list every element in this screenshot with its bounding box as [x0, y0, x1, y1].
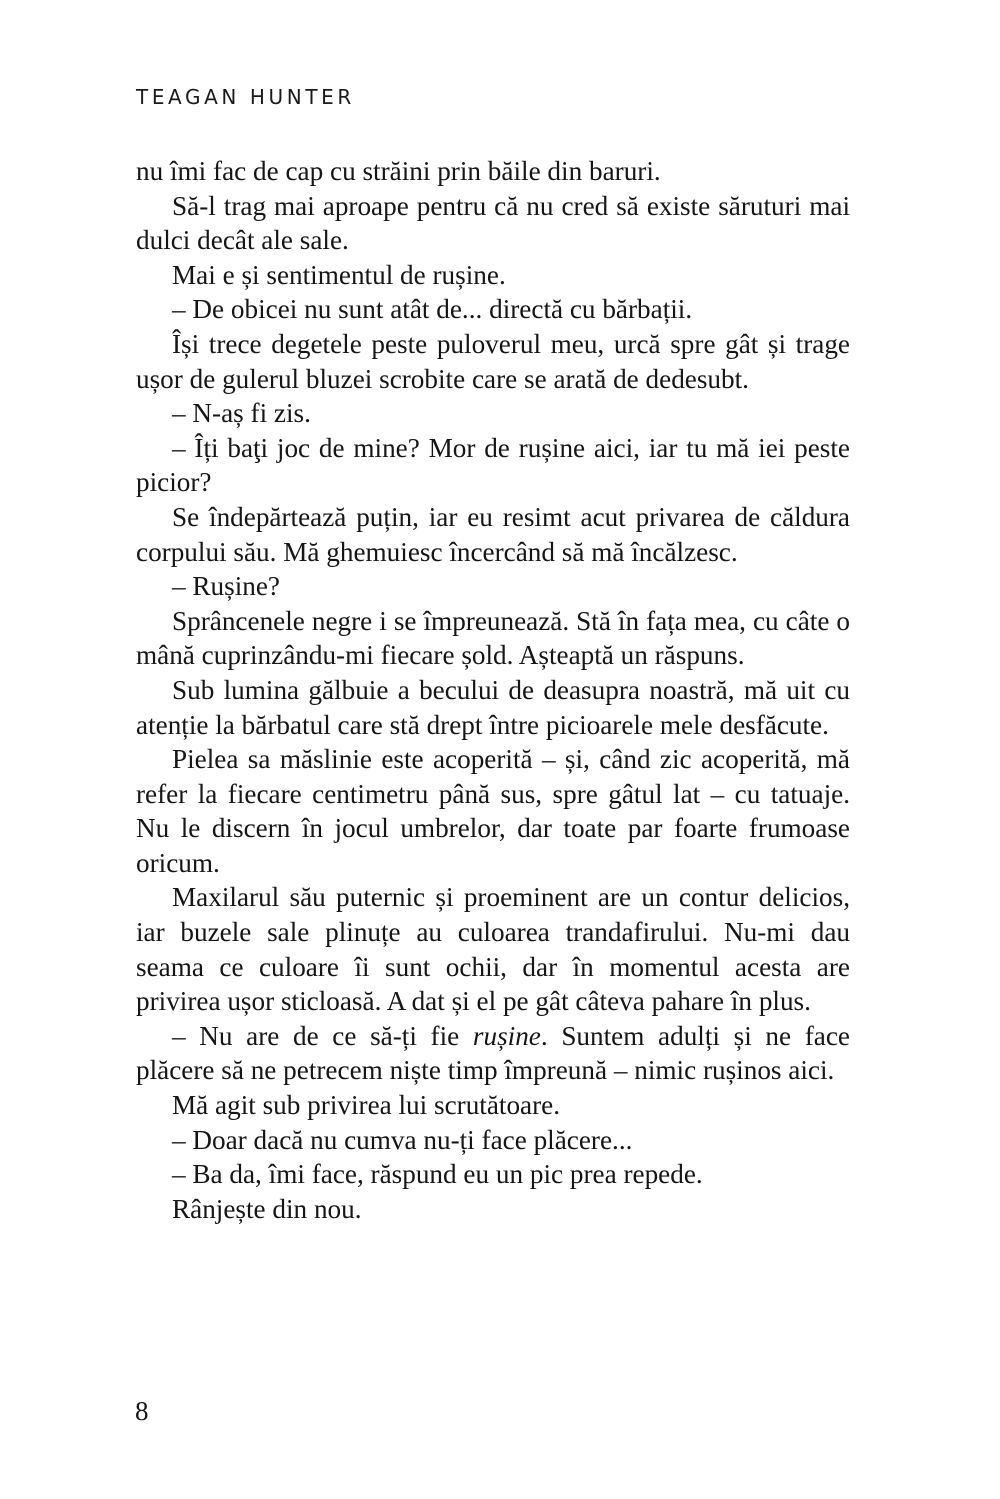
paragraph-7: – Îți baţi joc de mine? Mor de rușine aici, iar tu mă iei peste picior?: [136, 432, 850, 498]
paragraph-10: Sprâncenele negre i se împreunează. Stă în fața mea, cu câte o mână cuprinzându-mi fiecare șold. Așteaptă un răspuns.: [136, 605, 850, 671]
paragraph-3: Mai e și sentimentul de rușine.: [172, 259, 506, 290]
paragraph-14-after: . Suntem adulți și ne face plăcere să ne petrecem niște timp împreună – nimic rușinos aici.: [136, 1020, 850, 1086]
paragraph-14-before: – Nu are de ce să-ți fie: [172, 1020, 473, 1051]
paragraph-4: – De obicei nu sunt atât de... directă cu bărbații.: [172, 294, 693, 325]
body-text: [136, 154, 850, 1226]
paragraph-9: – Rușine?: [172, 571, 280, 602]
paragraph-1: nu îmi fac de cap cu străini prin băile din baruri.: [136, 156, 661, 186]
paragraph-11: Sub lumina gălbuie a becului de deasupra noastră, mă uit cu atenție la bărbatul care stă drept între picioarele mele desfăcute.: [136, 674, 850, 740]
paragraph-16: – Doar dacă nu cumva nu-ți face plăcere...: [172, 1124, 633, 1155]
paragraph-6: – N-aș fi zis.: [172, 398, 311, 429]
paragraph-2: Să-l trag mai aproape pentru că nu cred să existe săruturi mai dulci decât ale sale.: [136, 190, 850, 256]
paragraph-13: Maxilarul său puternic și proeminent are un contur delicios, iar buzele sale plinuțe au culoarea trandafirului. Nu-mi dau seama ce culoare îi sunt ochii, dar în momentul acesta are privirea ușor sticloasă. A dat și el pe gât câteva pahare în plus.: [136, 882, 850, 1017]
paragraph-17: – Ba da, îmi face, răspund eu un pic prea repede.: [172, 1159, 703, 1190]
paragraph-14-emphasis: rușine: [472, 1020, 541, 1051]
paragraph-5: Își trece degetele peste puloverul meu, urcă spre gât și trage ușor de gulerul bluzei scrobite care se arată de dedesubt.: [136, 328, 850, 394]
paragraph-12: Pielea sa măslinie este acoperită – și, când zic acoperită, mă refer la fiecare centimetru până sus, spre gâtul lat – cu tatuaje. Nu le discern în jocul umbrelor, dar toate par foarte frumoase oricum.: [136, 744, 850, 878]
paragraph-8: Se îndepărtează puțin, iar eu resimt acut privarea de căldura corpului său. Mă ghemuiesc încercând să mă încălzesc.: [136, 501, 850, 567]
paragraph-15: Mă agit sub privirea lui scrutătoare.: [172, 1090, 561, 1121]
running-header-author: TEAGAN HUNTER: [136, 85, 355, 109]
paragraph-14: [136, 1019, 850, 1088]
paragraph-18: Rânjește din nou.: [172, 1193, 362, 1224]
page-number: 8: [135, 1396, 149, 1426]
